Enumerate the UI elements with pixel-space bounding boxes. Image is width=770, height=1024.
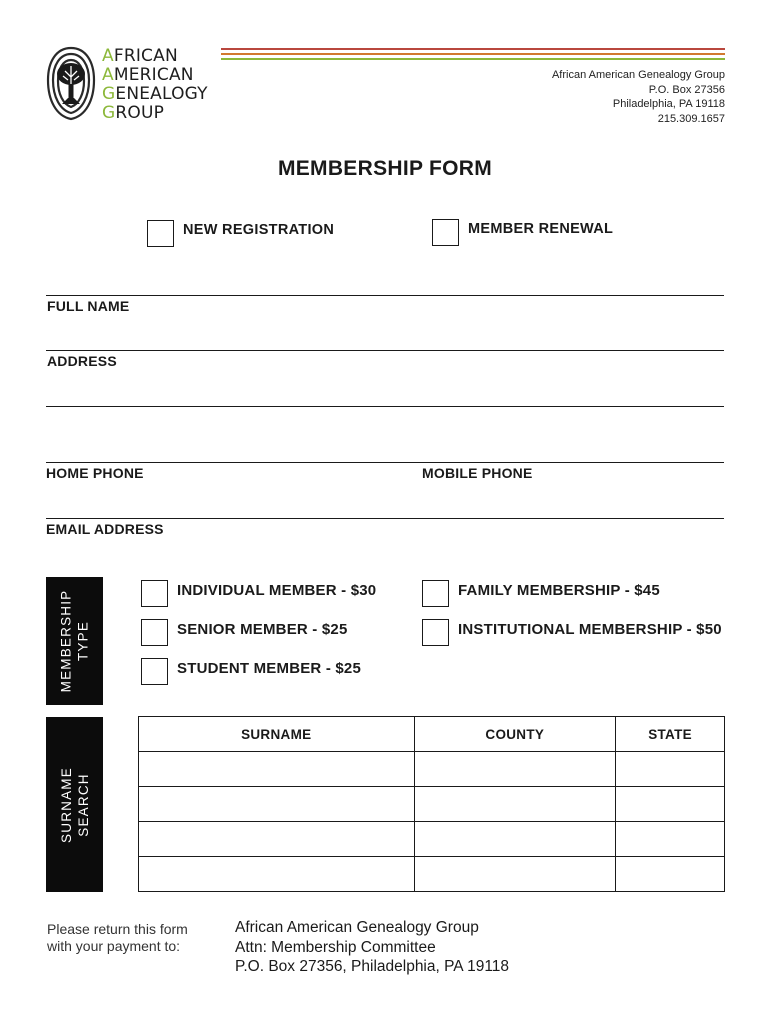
header-stripes (221, 48, 725, 63)
org-phone: 215.309.1657 (657, 112, 725, 125)
table-header-row (139, 717, 725, 752)
table-row (139, 752, 725, 787)
org-name: African American Genealogy Group (551, 69, 725, 81)
logo-line-3: GENEALOGY (102, 84, 208, 104)
student-member-label: STUDENT MEMBER - $25 (177, 660, 362, 677)
individual-member-label: INDIVIDUAL MEMBER - $30 (177, 582, 377, 599)
surname-search-tab-line1: SURNAME (58, 766, 74, 843)
state-cell[interactable] (616, 857, 725, 892)
institutional-membership-checkbox[interactable] (422, 619, 449, 646)
institutional-membership-label: INSTITUTIONAL MEMBERSHIP - $50 (458, 621, 722, 638)
table-row (139, 822, 725, 857)
surname-cell[interactable] (139, 787, 415, 822)
home-phone-label: HOME PHONE (46, 465, 144, 481)
surname-search-table (138, 716, 725, 892)
family-membership-checkbox[interactable] (422, 580, 449, 607)
column-header-county: COUNTY (414, 717, 616, 752)
senior-member-checkbox[interactable] (141, 619, 168, 646)
email-line[interactable] (46, 518, 724, 519)
logo-line-4: GROUP (102, 103, 165, 123)
header-stripe-orange (221, 53, 725, 55)
county-cell[interactable] (414, 752, 616, 787)
member-renewal-label: MEMBER RENEWAL (468, 221, 614, 237)
surname-search-tab-line2: SEARCH (75, 772, 91, 837)
county-cell[interactable] (414, 787, 616, 822)
form-title: MEMBERSHIP FORM (277, 157, 493, 180)
email-address-label: EMAIL ADDRESS (46, 521, 164, 537)
organization-contact-info (552, 68, 725, 126)
full-name-label: FULL NAME (47, 298, 130, 314)
surname-search-tab-text (58, 767, 92, 843)
membership-type-tab-text (58, 590, 92, 693)
table-row (139, 787, 725, 822)
surname-cell[interactable] (139, 752, 415, 787)
column-header-state: STATE (616, 717, 725, 752)
return-address-line2: Attn: Membership Committee (235, 938, 436, 956)
return-address (235, 918, 509, 977)
full-name-line[interactable] (46, 295, 724, 296)
mobile-phone-label: MOBILE PHONE (422, 465, 533, 481)
family-membership-label: FAMILY MEMBERSHIP - $45 (458, 582, 660, 599)
logo-wordmark (102, 47, 208, 123)
logo-tree-fingerprint-icon (44, 44, 98, 122)
return-note-line1: Please return this form (47, 921, 188, 937)
return-note-line2: with your payment to: (47, 938, 181, 954)
phone-line[interactable] (46, 462, 724, 463)
return-address-line1: African American Genealogy Group (235, 919, 479, 936)
state-cell[interactable] (616, 787, 725, 822)
logo-line-1: AFRICAN (102, 46, 178, 66)
address-line-2[interactable] (46, 406, 724, 407)
table-row (139, 857, 725, 892)
county-cell[interactable] (414, 857, 616, 892)
student-member-checkbox[interactable] (141, 658, 168, 685)
address-label: ADDRESS (47, 353, 117, 369)
header-stripe-green (221, 58, 725, 60)
return-instructions (47, 921, 188, 955)
header-stripe-red (221, 48, 725, 50)
state-cell[interactable] (616, 822, 725, 857)
org-city: Philadelphia, PA 19118 (612, 98, 725, 110)
membership-type-tab-line1: MEMBERSHIP (58, 589, 74, 693)
org-po-box: P.O. Box 27356 (648, 83, 725, 96)
senior-member-label: SENIOR MEMBER - $25 (177, 621, 348, 638)
column-header-surname: SURNAME (139, 717, 415, 752)
new-registration-checkbox[interactable] (147, 220, 174, 247)
individual-member-checkbox[interactable] (141, 580, 168, 607)
surname-search-tab (46, 717, 103, 892)
return-address-line3: P.O. Box 27356, Philadelphia, PA 19118 (235, 958, 510, 975)
logo-line-2: AMERICAN (102, 65, 194, 85)
member-renewal-checkbox[interactable] (432, 219, 459, 246)
surname-cell[interactable] (139, 857, 415, 892)
county-cell[interactable] (414, 822, 616, 857)
surname-cell[interactable] (139, 822, 415, 857)
new-registration-label: NEW REGISTRATION (183, 222, 335, 238)
state-cell[interactable] (616, 752, 725, 787)
address-line-1[interactable] (46, 350, 724, 351)
membership-type-tab (46, 577, 103, 705)
membership-type-tab-line2: TYPE (75, 620, 91, 662)
